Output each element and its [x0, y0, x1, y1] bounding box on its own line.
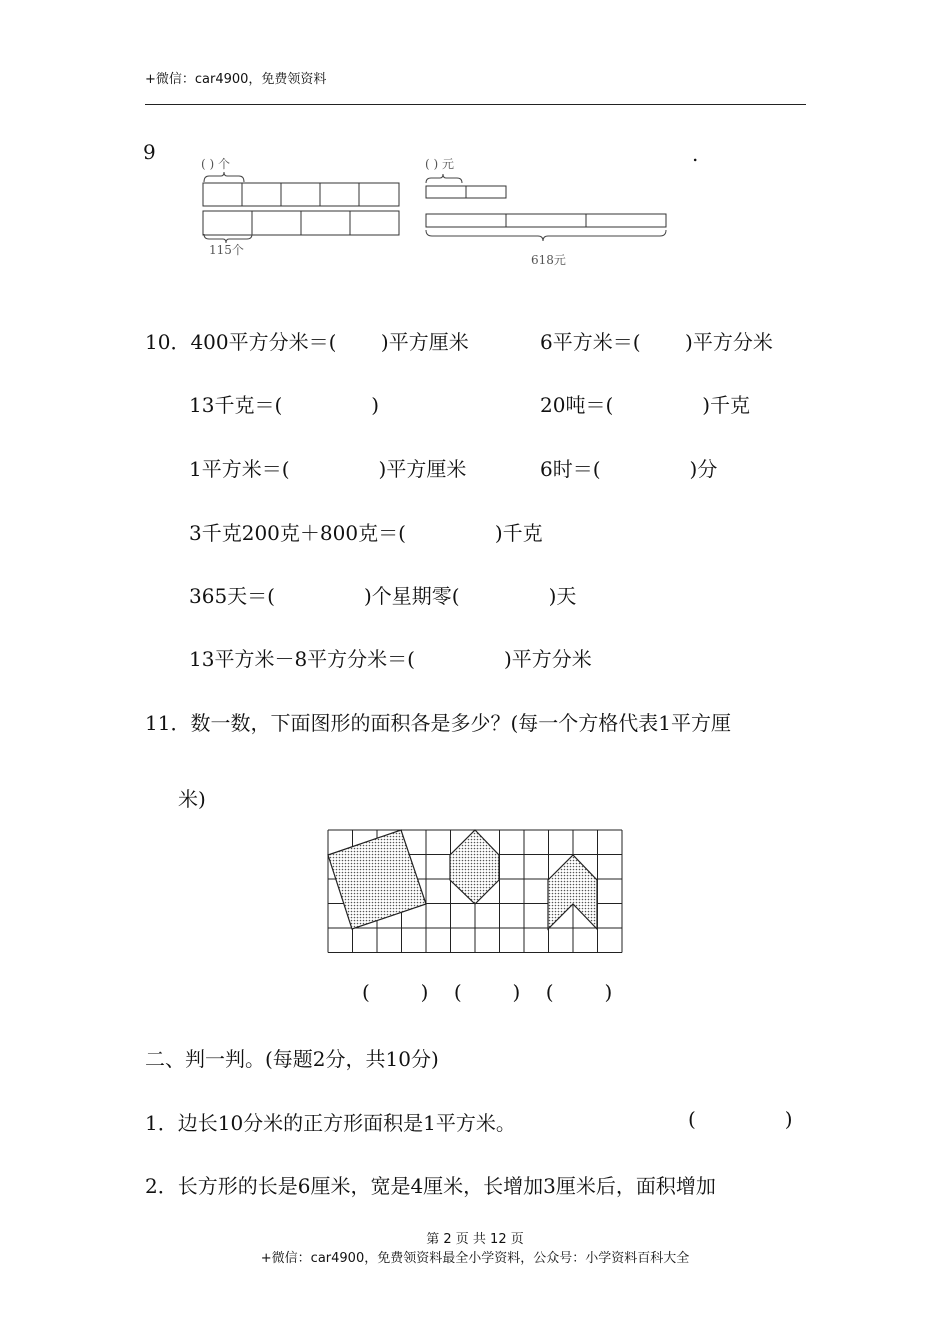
bar-right-top-label: ( ) 元 [425, 157, 454, 171]
bar-left-bottom-label: 115个 [209, 243, 244, 257]
hexagon-shape [450, 830, 499, 904]
q10-row2-right: 20吨＝( )千克 [540, 393, 751, 417]
bar-model-right [420, 150, 675, 275]
q10-row3-left: 1平方米＝( )平方厘米 [189, 457, 467, 481]
q10-row5: 365天＝( )个星期零( )天 [189, 584, 577, 608]
bar-left-top-label: ( ) 个 [201, 157, 230, 171]
tilted-square-shape [328, 830, 426, 929]
header-text: +微信：car4900，免费领资料 [145, 72, 327, 87]
q11-answer-blanks: ( ) ( ) ( ) [362, 980, 613, 1004]
bar-row-1 [203, 183, 399, 206]
judge-item-1: 1．边长10分米的正方形面积是1平方米。 [145, 1111, 516, 1135]
q10-row1-left: 10．400平方分米＝( )平方厘米 [145, 330, 469, 354]
bar-model-left [195, 150, 410, 265]
q10-row3-right: 6时＝( )分 [540, 457, 718, 481]
q10-row1-right: 6平方米＝( )平方分米 [540, 330, 773, 354]
q10-row2-left: 13千克＝( ) [189, 393, 380, 417]
q11-line2: 米) [178, 787, 206, 811]
brace-top-left [204, 172, 244, 182]
footer-note: +微信：car4900，免费领资料最全小学资料，公众号：小学资料百科大全 [260, 1251, 690, 1266]
question-9-dot: . [692, 142, 699, 166]
page-number: 第 2 页 共 12 页 [426, 1232, 524, 1247]
bar-right-bottom-label: 618元 [531, 253, 566, 267]
q11-line1: 11．数一数，下面图形的面积各是多少？(每一个方格代表1平方厘 [145, 711, 731, 735]
q10-row4: 3千克200克＋800克＝( )千克 [189, 521, 543, 545]
judge-item-1-answer: ( ) [688, 1107, 793, 1131]
area-grid-figure [320, 823, 630, 958]
long-bar [426, 214, 666, 227]
header-divider [145, 104, 806, 105]
judge-item-2: 2．长方形的长是6厘米，宽是4厘米，长增加3厘米后，面积增加 [145, 1174, 716, 1198]
section2-title: 二、判一判。(每题2分，共10分) [145, 1047, 439, 1071]
brace-bottom-right [426, 230, 666, 241]
question-9-number: 9 [143, 140, 156, 164]
brace-top-right [426, 174, 462, 183]
q10-row6: 13平方米－8平方分米＝( )平方分米 [189, 647, 592, 671]
